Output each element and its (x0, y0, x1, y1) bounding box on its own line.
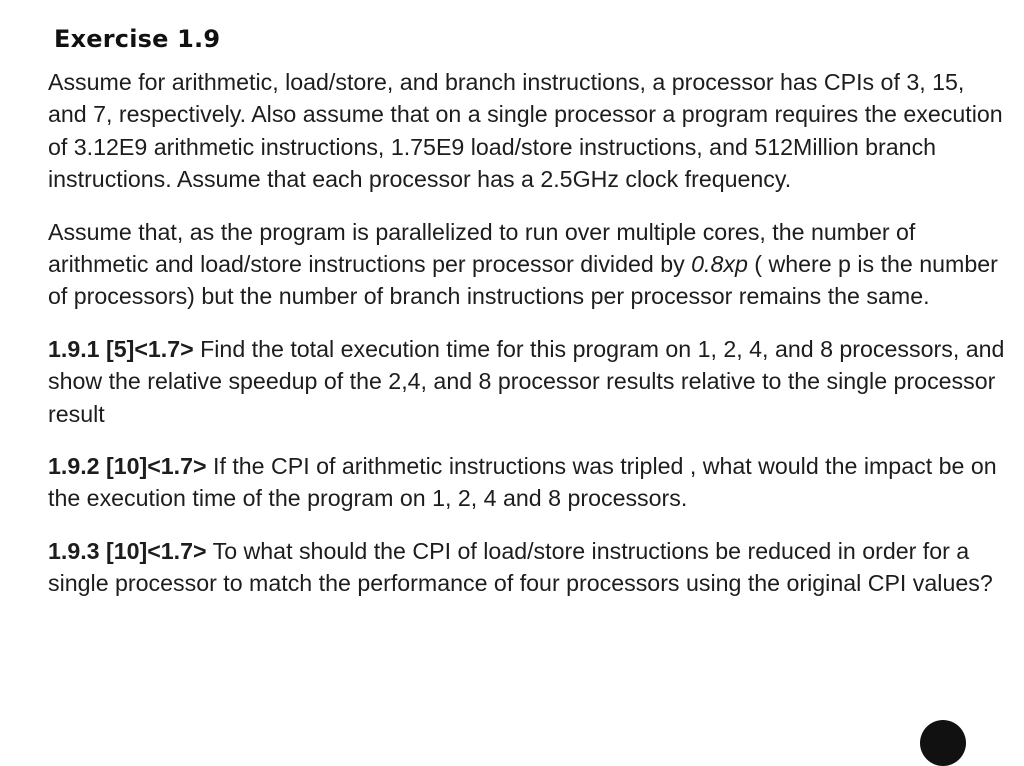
question-1-9-1 (48, 333, 1008, 430)
question-id: 1.9.2 [10]<1.7> (48, 453, 207, 480)
exercise-title: Exercise 1.9 (54, 25, 221, 53)
parallelization-text-before: Assume that, as the program is parallelized to run over multiple cores, the number of arithmetic and load/store instructions per processor divided by (48, 218, 916, 278)
question-id: 1.9.3 [10]<1.7> (48, 537, 207, 564)
question-text: If the CPI of arithmetic instructions was tripled , what would the impact be on the execution time of the program on 1, 2, 4 and 8 processors. (48, 453, 997, 512)
question-1-9-3 (48, 535, 1008, 600)
parallelization-paragraph (48, 216, 1008, 313)
question-text: To what should the CPI of load/store instructions be reduced in order for a single processor to match the performance of four processors using the original CPI values? (48, 537, 993, 597)
question-text: Find the total execution time for this program on 1, 2, 4, and 8 processors, and show the relative speedup of the 2,4, and 8 processor results relative to the single processor result (48, 335, 1005, 427)
question-id: 1.9.1 [5]<1.7> (48, 335, 194, 362)
corner-button-icon[interactable] (920, 720, 966, 766)
parallelization-text-after: ( where p is the number of processors) but the number of branch instructions per processor remains the same. (48, 251, 998, 310)
question-1-9-2 (48, 450, 1008, 515)
formula-text: 0.8xp (691, 251, 748, 278)
intro-paragraph: Assume for arithmetic, load/store, and branch instructions, a processor has CPIs of 3, 15, and 7, respectively. Also assume that on a single processor a program requires the execution of 3.12E9 arithmetic instructions, 1.75E9 load/store instructions, and 512Million branch instructions. Assume that each processor has a 2.5GHz clock frequency. (48, 69, 1003, 193)
exercise-document (48, 22, 1008, 600)
